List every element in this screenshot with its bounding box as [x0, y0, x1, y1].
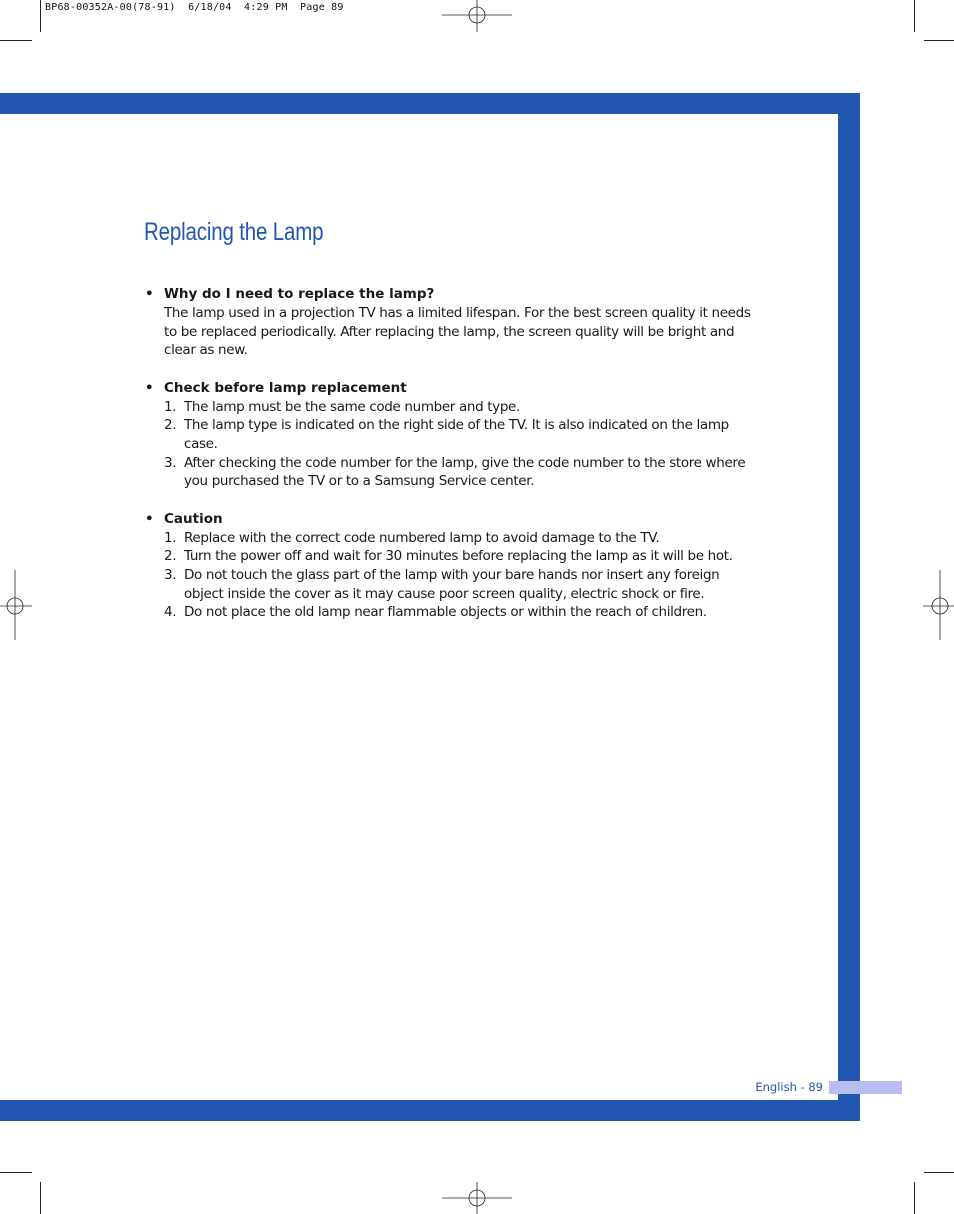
bullet-icon: •: [145, 510, 154, 527]
crop-mark-icon: [924, 40, 954, 41]
section-check-before: [145, 378, 760, 491]
list-item: 3. Do not touch the glass part of the lamp with your bare hands nor insert any foreign object inside the cover as it may cause poor screen quality, electric shock or fire.: [164, 566, 720, 602]
list-item: 2. The lamp type is indicated on the right side of the TV. It is also indicated on the lamp case.: [164, 417, 729, 452]
list-item: 1. Replace with the correct code numbered lamp to avoid damage to the TV.: [164, 529, 660, 546]
frame-right-bar: [838, 93, 860, 1121]
crop-mark-icon: [0, 1172, 32, 1173]
crop-mark-icon: [914, 1182, 915, 1214]
list-item: 3. After checking the code number for the lamp, give the code number to the store where you purchased the TV or to a Samsung Service center.: [164, 454, 746, 490]
print-slug: BP68-00352A-00(78-91) 6/18/04 4:29 PM Page 89: [45, 2, 344, 13]
bullet-icon: •: [145, 286, 154, 302]
section-heading: Why do I need to replace the lamp?: [164, 286, 435, 302]
registration-mark-icon: [0, 570, 34, 642]
page-title: Replacing the Lamp: [144, 218, 324, 246]
crop-mark-icon: [924, 1172, 954, 1173]
crop-mark-icon: [0, 40, 32, 41]
page-number: English - 89: [755, 1080, 823, 1094]
frame-bottom-bar: [0, 1100, 860, 1121]
registration-mark-icon: [920, 570, 954, 642]
registration-mark-icon: [442, 1180, 514, 1214]
section-paragraph: The lamp used in a projection TV has a limited lifespan. For the best screen quality it needs to be replaced periodically. After replacing the lamp, the screen quality will be bright and clear as new.: [164, 305, 751, 359]
crop-mark-icon: [40, 0, 41, 32]
section-heading: Caution: [164, 510, 223, 527]
footer-tab: [829, 1081, 902, 1094]
section-caution: [145, 509, 760, 622]
list-item: 2. Turn the power off and wait for 30 minutes before replacing the lamp as it will be hot.: [164, 548, 733, 565]
section-why-replace: [145, 284, 760, 360]
bullet-icon: •: [145, 379, 154, 396]
crop-mark-icon: [914, 0, 915, 32]
numbered-list: [145, 529, 760, 622]
frame-top-bar: [0, 93, 860, 114]
list-item: 1. The lamp must be the same code number and type.: [164, 398, 520, 415]
page-content: [145, 284, 760, 640]
registration-mark-icon: [442, 0, 514, 34]
crop-mark-icon: [40, 1182, 41, 1214]
section-heading: Check before lamp replacement: [164, 379, 407, 396]
numbered-list: [145, 398, 760, 491]
list-item: 4. Do not place the old lamp near flammable objects or within the reach of children.: [164, 604, 707, 621]
